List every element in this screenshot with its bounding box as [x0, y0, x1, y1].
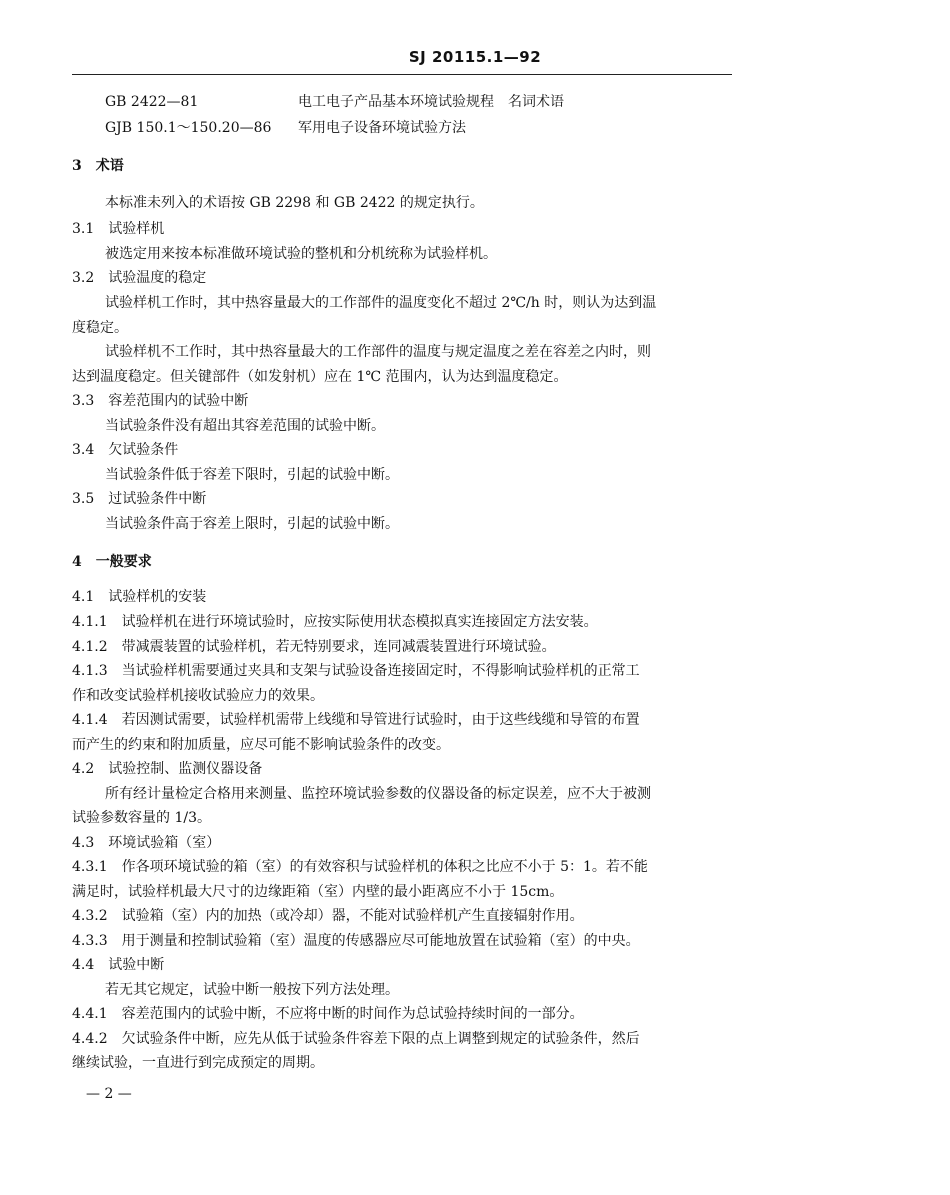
clause-4-4-2-line1: 4.4.2 欠试验条件中断，应先从低于试验条件容差下限的点上调整到规定的试验条件，然后 — [72, 1031, 640, 1047]
section-3-intro: 本标准未列入的术语按 GB 2298 和 GB 2422 的规定执行。 — [105, 195, 484, 211]
clause-3-2-para2-line1: 试验样机不工作时，其中热容量最大的工作部件的温度与规定温度之差在容差之内时，则 — [105, 344, 651, 360]
standard-number-header: SJ 20115.1—92 — [408, 48, 542, 66]
clause-4-2-line1: 所有经计量检定合格用来测量、监控环境试验参数的仪器设备的标定误差，应不大于被测 — [105, 786, 651, 802]
clause-4-1-4-line2: 而产生的约束和附加质量，应尽可能不影响试验条件的改变。 — [72, 737, 450, 753]
clause-3-5-text: 当试验条件高于容差上限时，引起的试验中断。 — [105, 516, 399, 532]
clause-4-1-3-line2: 作和改变试验样机接收试验应力的效果。 — [72, 688, 324, 704]
clause-4-3-1-line1: 4.3.1 作各项环境试验的箱（室）的有效容积与试验样机的体积之比应不小于 5：1。若不能 — [72, 859, 648, 875]
ref-title-2: 军用电子设备环境试验方法 — [298, 120, 466, 136]
clause-3-3-text: 当试验条件没有超出其容差范围的试验中断。 — [105, 418, 385, 434]
header-divider — [72, 74, 732, 75]
clause-3-2-para1-line1: 试验样机工作时，其中热容量最大的工作部件的温度变化不超过 2℃/h 时，则认为达到温 — [105, 295, 657, 311]
clause-3-4-heading: 3.4 欠试验条件 — [72, 442, 179, 458]
clause-4-2-heading: 4.2 试验控制、监测仪器设备 — [72, 761, 263, 777]
clause-4-2-line2: 试验参数容量的 1/3。 — [72, 810, 211, 826]
clause-4-4-heading: 4.4 试验中断 — [72, 957, 165, 973]
clause-4-4-intro: 若无其它规定，试验中断一般按下列方法处理。 — [105, 982, 399, 998]
clause-4-3-3: 4.3.3 用于测量和控制试验箱（室）温度的传感器应尽可能地放置在试验箱（室）的中央。 — [72, 933, 640, 949]
clause-3-5-heading: 3.5 过试验条件中断 — [72, 491, 207, 507]
clause-3-2-para2-line2: 达到温度稳定。但关键部件（如发射机）应在 1℃ 范围内，认为达到温度稳定。 — [72, 369, 568, 385]
section-4-heading: 4 一般要求 — [72, 554, 152, 570]
clause-4-3-1-line2: 满足时，试验样机最大尺寸的边缘距箱（室）内壁的最小距离应不小于 15cm。 — [72, 884, 564, 900]
clause-4-1-2: 4.1.2 带减震装置的试验样机，若无特别要求，连同减震装置进行环境试验。 — [72, 639, 556, 655]
clause-3-1-text: 被选定用来按本标准做环境试验的整机和分机统称为试验样机。 — [105, 246, 497, 262]
clause-4-1-4-line1: 4.1.4 若因测试需要，试验样机需带上线缆和导管进行试验时，由于这些线缆和导管的布置 — [72, 712, 640, 728]
clause-3-2-heading: 3.2 试验温度的稳定 — [72, 270, 207, 286]
clause-4-1-3-line1: 4.1.3 当试验样机需要通过夹具和支架与试验设备连接固定时，不得影响试验样机的正常工 — [72, 663, 640, 679]
clause-3-2-para1-line2: 度稳定。 — [72, 320, 128, 336]
clause-4-4-2-line2: 继续试验，一直进行到完成预定的周期。 — [72, 1055, 324, 1071]
clause-4-3-heading: 4.3 环境试验箱（室） — [72, 835, 221, 851]
ref-code-1: GB 2422—81 — [105, 94, 199, 110]
section-3-heading: 3 术语 — [72, 158, 124, 174]
clause-4-1-heading: 4.1 试验样机的安装 — [72, 589, 207, 605]
clause-4-1-1: 4.1.1 试验样机在进行环境试验时，应按实际使用状态模拟真实连接固定方法安装。 — [72, 614, 598, 630]
clause-4-3-2: 4.3.2 试验箱（室）内的加热（或冷却）器，不能对试验样机产生直接辐射作用。 — [72, 908, 584, 924]
clause-3-1-heading: 3.1 试验样机 — [72, 221, 165, 237]
ref-code-2: GJB 150.1～150.20—86 — [105, 120, 272, 136]
clause-4-4-1: 4.4.1 容差范围内的试验中断，不应将中断的时间作为总试验持续时间的一部分。 — [72, 1006, 584, 1022]
ref-title-1: 电工电子产品基本环境试验规程 名词术语 — [298, 94, 564, 110]
clause-3-3-heading: 3.3 容差范围内的试验中断 — [72, 393, 249, 409]
clause-3-4-text: 当试验条件低于容差下限时，引起的试验中断。 — [105, 467, 399, 483]
page-number: — 2 — — [86, 1086, 132, 1102]
